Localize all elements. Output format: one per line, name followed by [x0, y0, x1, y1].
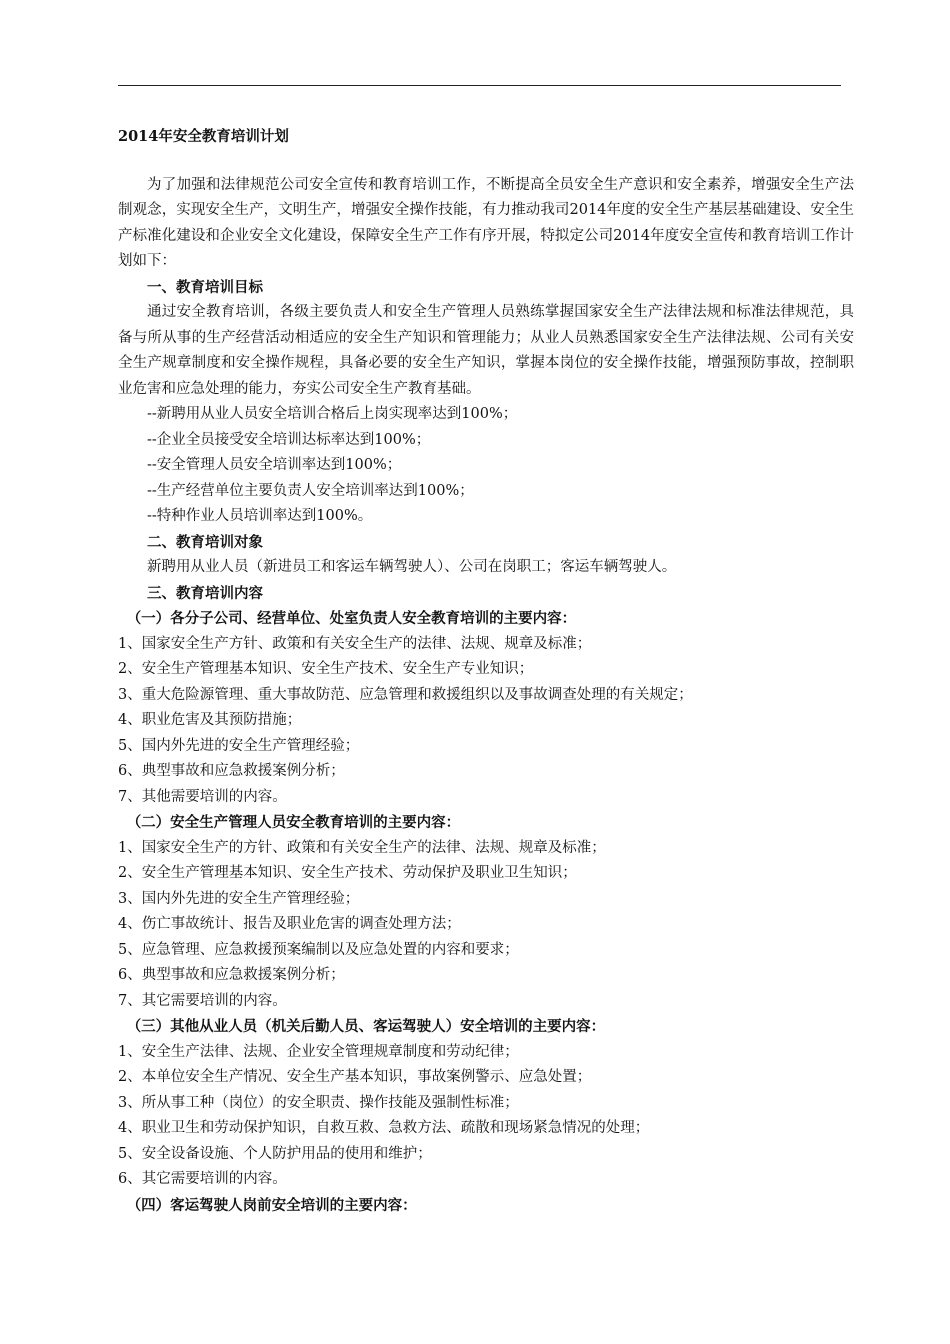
list-item: 1、国家安全生产方针、政策和有关安全生产的法律、法规、规章及标准；: [118, 635, 592, 652]
list-item: 3、国内外先进的安全生产管理经验；: [118, 890, 360, 907]
group-2-heading: （二）安全生产管理人员安全教育培训的主要内容：: [126, 814, 461, 831]
document-title: 2014年安全教育培训计划: [118, 128, 289, 145]
target-item: --安全管理人员安全培训率达到100%；: [147, 457, 402, 473]
group-1-heading: （一）各分子公司、经营单位、处室负责人安全教育培训的主要内容：: [126, 610, 577, 627]
list-item: 2、安全生产管理基本知识、安全生产技术、安全生产专业知识；: [118, 661, 534, 677]
list-item: 2、本单位安全生产情况、安全生产基本知识，事故案例警示、应急处置；: [118, 1069, 592, 1085]
target-item: --特种作业人员培训率达到100%。: [147, 508, 373, 524]
list-item: 7、其它需要培训的内容。: [118, 992, 287, 1009]
group-3-heading: （三）其他从业人员（机关后勤人员、客运驾驶人）安全培训的主要内容：: [126, 1018, 606, 1035]
section-1-heading: 一、教育培训目标: [147, 278, 263, 296]
list-item: 3、所从事工种（岗位）的安全职责、操作技能及强制性标准；: [118, 1094, 519, 1111]
section-2-heading: 二、教育培训对象: [147, 533, 263, 551]
list-item: 3、重大危险源管理、重大事故防范、应急管理和救援组织以及事故调查处理的有关规定；: [118, 686, 693, 703]
list-item: 7、其他需要培训的内容。: [118, 788, 287, 805]
section-3-heading: 三、教育培训内容: [147, 584, 263, 602]
list-item: 6、典型事故和应急救援案例分析；: [118, 763, 345, 779]
list-item: 4、伤亡事故统计、报告及职业危害的调查处理方法；: [118, 916, 461, 932]
document-body: [118, 124, 854, 1218]
target-item: --企业全员接受安全培训达标率达到100%；: [147, 431, 431, 448]
list-item: 1、国家安全生产的方针、政策和有关安全生产的法律、法规、规章及标准；: [118, 839, 606, 856]
list-item: 4、职业卫生和劳动保护知识，自救互救、急救方法、疏散和现场紧急情况的处理；: [118, 1120, 650, 1136]
target-item: --新聘用从业人员安全培训合格后上岗实现率达到100%；: [147, 406, 518, 422]
intro-paragraph: 为了加强和法律规范公司安全宣传和教育培训工作，不断提高全员安全生产意识和安全素养，增强安全生产法制观念，实现安全生产，文明生产，增强安全操作技能，有力推动我司2014年度的安全生产基层基础建设、安全生产标准化建设和企业安全文化建设，保障安全生产工作有序开展，特拟定公司2014年度安全宣传和教育培训工作计划如下：: [118, 176, 854, 269]
list-item: 5、国内外先进的安全生产管理经验；: [118, 737, 360, 754]
list-item: 5、应急管理、应急救援预案编制以及应急处置的内容和要求；: [118, 941, 519, 958]
list-item: 6、典型事故和应急救援案例分析；: [118, 967, 345, 983]
section-2-body: 新聘用从业人员（新进员工和客运车辆驾驶人）、公司在岗职工；客运车辆驾驶人。: [147, 559, 677, 575]
target-item: --生产经营单位主要负责人安全培训率达到100%；: [147, 482, 474, 499]
list-item: 1、安全生产法律、法规、企业安全管理规章制度和劳动纪律；: [118, 1043, 519, 1060]
list-item: 4、职业危害及其预防措施；: [118, 712, 302, 728]
section-1-body: 通过安全教育培训，各级主要负责人和安全生产管理人员熟练掌握国家安全生产法律法规和标准法律规范，具备与所从事的生产经营活动相适应的安全生产知识和管理能力；从业人员熟悉国家安全生产法律法规、公司有关安全生产规章制度和安全操作规程，具备必要的安全生产知识，掌握本岗位的安全操作技能，增强预防事故，控制职业危害和应急处理的能力，夯实公司安全生产教育基础。: [118, 304, 854, 397]
group-4-heading: （四）客运驾驶人岗前安全培训的主要内容：: [126, 1196, 417, 1214]
header-rule: [118, 85, 841, 86]
list-item: 2、安全生产管理基本知识、安全生产技术、劳动保护及职业卫生知识；: [118, 865, 577, 881]
list-item: 6、其它需要培训的内容。: [118, 1171, 287, 1187]
list-item: 5、安全设备设施、个人防护用品的使用和维护；: [118, 1145, 432, 1162]
